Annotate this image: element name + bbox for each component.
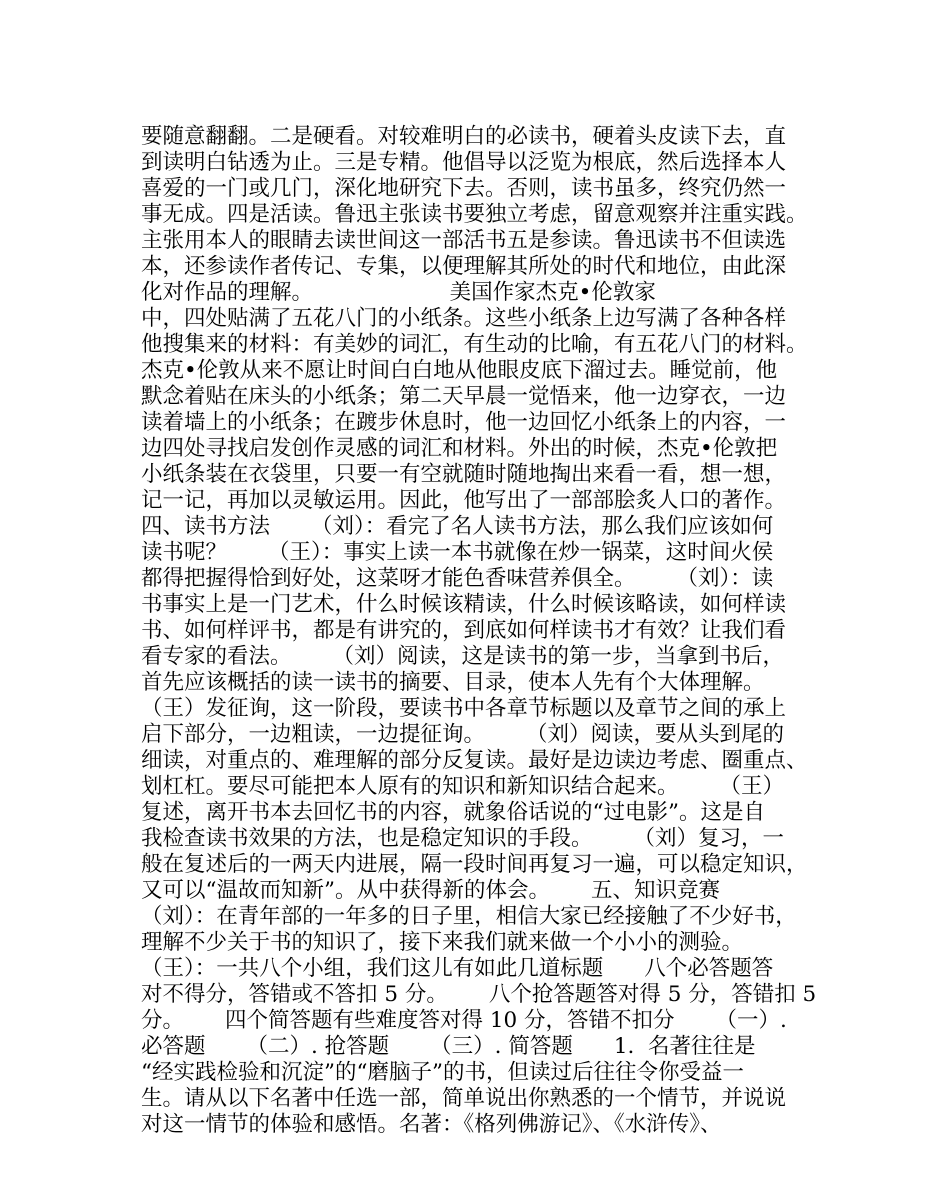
text-line: 事无成。四是活读。鲁迅主张读书要独立考虑，留意观察并注重实践。 — [141, 202, 808, 227]
text-line: 书事实上是一门艺术，什么时候该精读，什么时候该略读，如何样读 — [141, 592, 787, 617]
text-line: 般在复述后的一两天内进展，隔一段时间再复习一遍，可以稳定知识， — [141, 852, 808, 877]
text-line: 对这一情节的体验和感悟。名著：《格列佛游记》、《水浒传》、 — [141, 1112, 722, 1137]
text-line: （刘）：在青年部的一年多的日子里，相信大家已经接触了不少好书， — [141, 904, 797, 929]
text-line: 边四处寻找启发创作灵感的词汇和材料。外出的时候，杰克•伦敦把 — [141, 436, 778, 461]
text-line: （王）发征询，这一阶段，要读书中各章节标题以及章节之间的承上 — [141, 696, 787, 721]
text-line: （王）：一共八个小组，我们这儿有如此几道标题 八个必答题答 — [141, 956, 774, 981]
text-line: 到读明白钻透为止。三是专精。他倡导以泛览为根底，然后选择本人 — [141, 150, 787, 175]
text-line: 读书呢？ （王）：事实上读一本书就像在炒一锅菜，这时间火侯 — [141, 540, 774, 565]
body-text — [141, 124, 831, 1138]
text-line: 主张用本人的眼睛去读世间这一部活书五是参读。鲁迅读书不但读选 — [141, 228, 787, 253]
text-line: 本，还参读作者传记、专集，以便理解其所处的时代和地位，由此深 — [141, 254, 787, 279]
text-line: 启下部分，一边粗读，一边提征询。 （刘）阅读，要从头到尾的 — [141, 722, 785, 747]
text-line: 读着墙上的小纸条；在踱步休息时，他一边回忆小纸条上的内容，一 — [141, 410, 787, 435]
text-line: 记一记，再加以灵敏运用。因此，他写出了一部部脍炙人口的著作。 — [141, 488, 787, 513]
text-line: 都得把握得恰到好处，这菜呀才能色香味营养俱全。 （刘）：读 — [141, 566, 774, 591]
text-line: 复述，离开书本去回忆书的内容，就象俗话说的“过电影”。这是自 — [141, 800, 765, 825]
text-line: 要随意翻翻。二是硬看。对较难明白的必读书，硬着头皮读下去，直 — [141, 124, 787, 149]
text-line: 又可以“温故而知新”。从中获得新的体会。 五、知识竞赛 — [141, 878, 720, 903]
text-line: “经实践检验和沉淀”的“磨脑子”的书，但读过后往往令你受益一 — [141, 1060, 744, 1085]
text-line: 对不得分，答错或不答扣 5 分。 八个抢答题答对得 5 分，答错扣 5 — [141, 982, 817, 1007]
text-line: 默念着贴在床头的小纸条；第二天早晨一觉悟来，他一边穿衣，一边 — [141, 384, 787, 409]
text-line: 化对作品的理解。 美国作家杰克•伦敦家 — [141, 280, 656, 305]
text-line: 必答题 （二）. 抢答题 （三）. 简答题 1. 名著往往是 — [141, 1034, 756, 1059]
text-line: 四、读书方法 （刘）：看完了名人读书方法，那么我们应该如何 — [141, 514, 774, 539]
text-line: 分。 四个简答题有些难度答对得 10 分，答错不扣分 （一）. — [141, 1008, 787, 1033]
text-line: 中，四处贴满了五花八门的小纸条。这些小纸条上边写满了各种各样 — [141, 306, 787, 331]
text-line: 细读，对重点的、难理解的部分反复读。最好是边读边考虑、圈重点、 — [141, 748, 808, 773]
text-line: 理解不少关于书的知识了，接下来我们就来做一个小小的测验。 — [141, 930, 744, 955]
text-line: 书、如何样评书，都是有讲究的，到底如何样读书才有效？让我们看 — [141, 618, 787, 643]
text-line: 他搜集来的材料：有美妙的词汇，有生动的比喻，有五花八门的材料。 — [141, 332, 808, 357]
text-line: 杰克•伦敦从来不愿让时间白白地从他眼皮底下溜过去。睡觉前，他 — [141, 358, 778, 383]
text-line: 小纸条装在衣袋里，只要一有空就随时随地掏出来看一看，想一想， — [141, 462, 787, 487]
text-line: 首先应该概括的读一读书的摘要、目录，使本人先有个大体理解。 — [141, 670, 765, 695]
text-line: 划杠杠。要尽可能把本人原有的知识和新知识结合起来。 （王） — [141, 774, 785, 799]
text-line: 喜爱的一门或几门，深化地研究下去。否则，读书虽多，终究仍然一 — [141, 176, 787, 201]
text-line: 我检查读书效果的方法，也是稳定知识的手段。 （刘）复习，一 — [141, 826, 785, 851]
text-line: 生。请从以下名著中任选一部，简单说出你熟悉的一个情节，并说说 — [141, 1086, 787, 1111]
text-line: 看专家的看法。 （刘）阅读，这是读书的第一步，当拿到书后， — [141, 644, 785, 669]
